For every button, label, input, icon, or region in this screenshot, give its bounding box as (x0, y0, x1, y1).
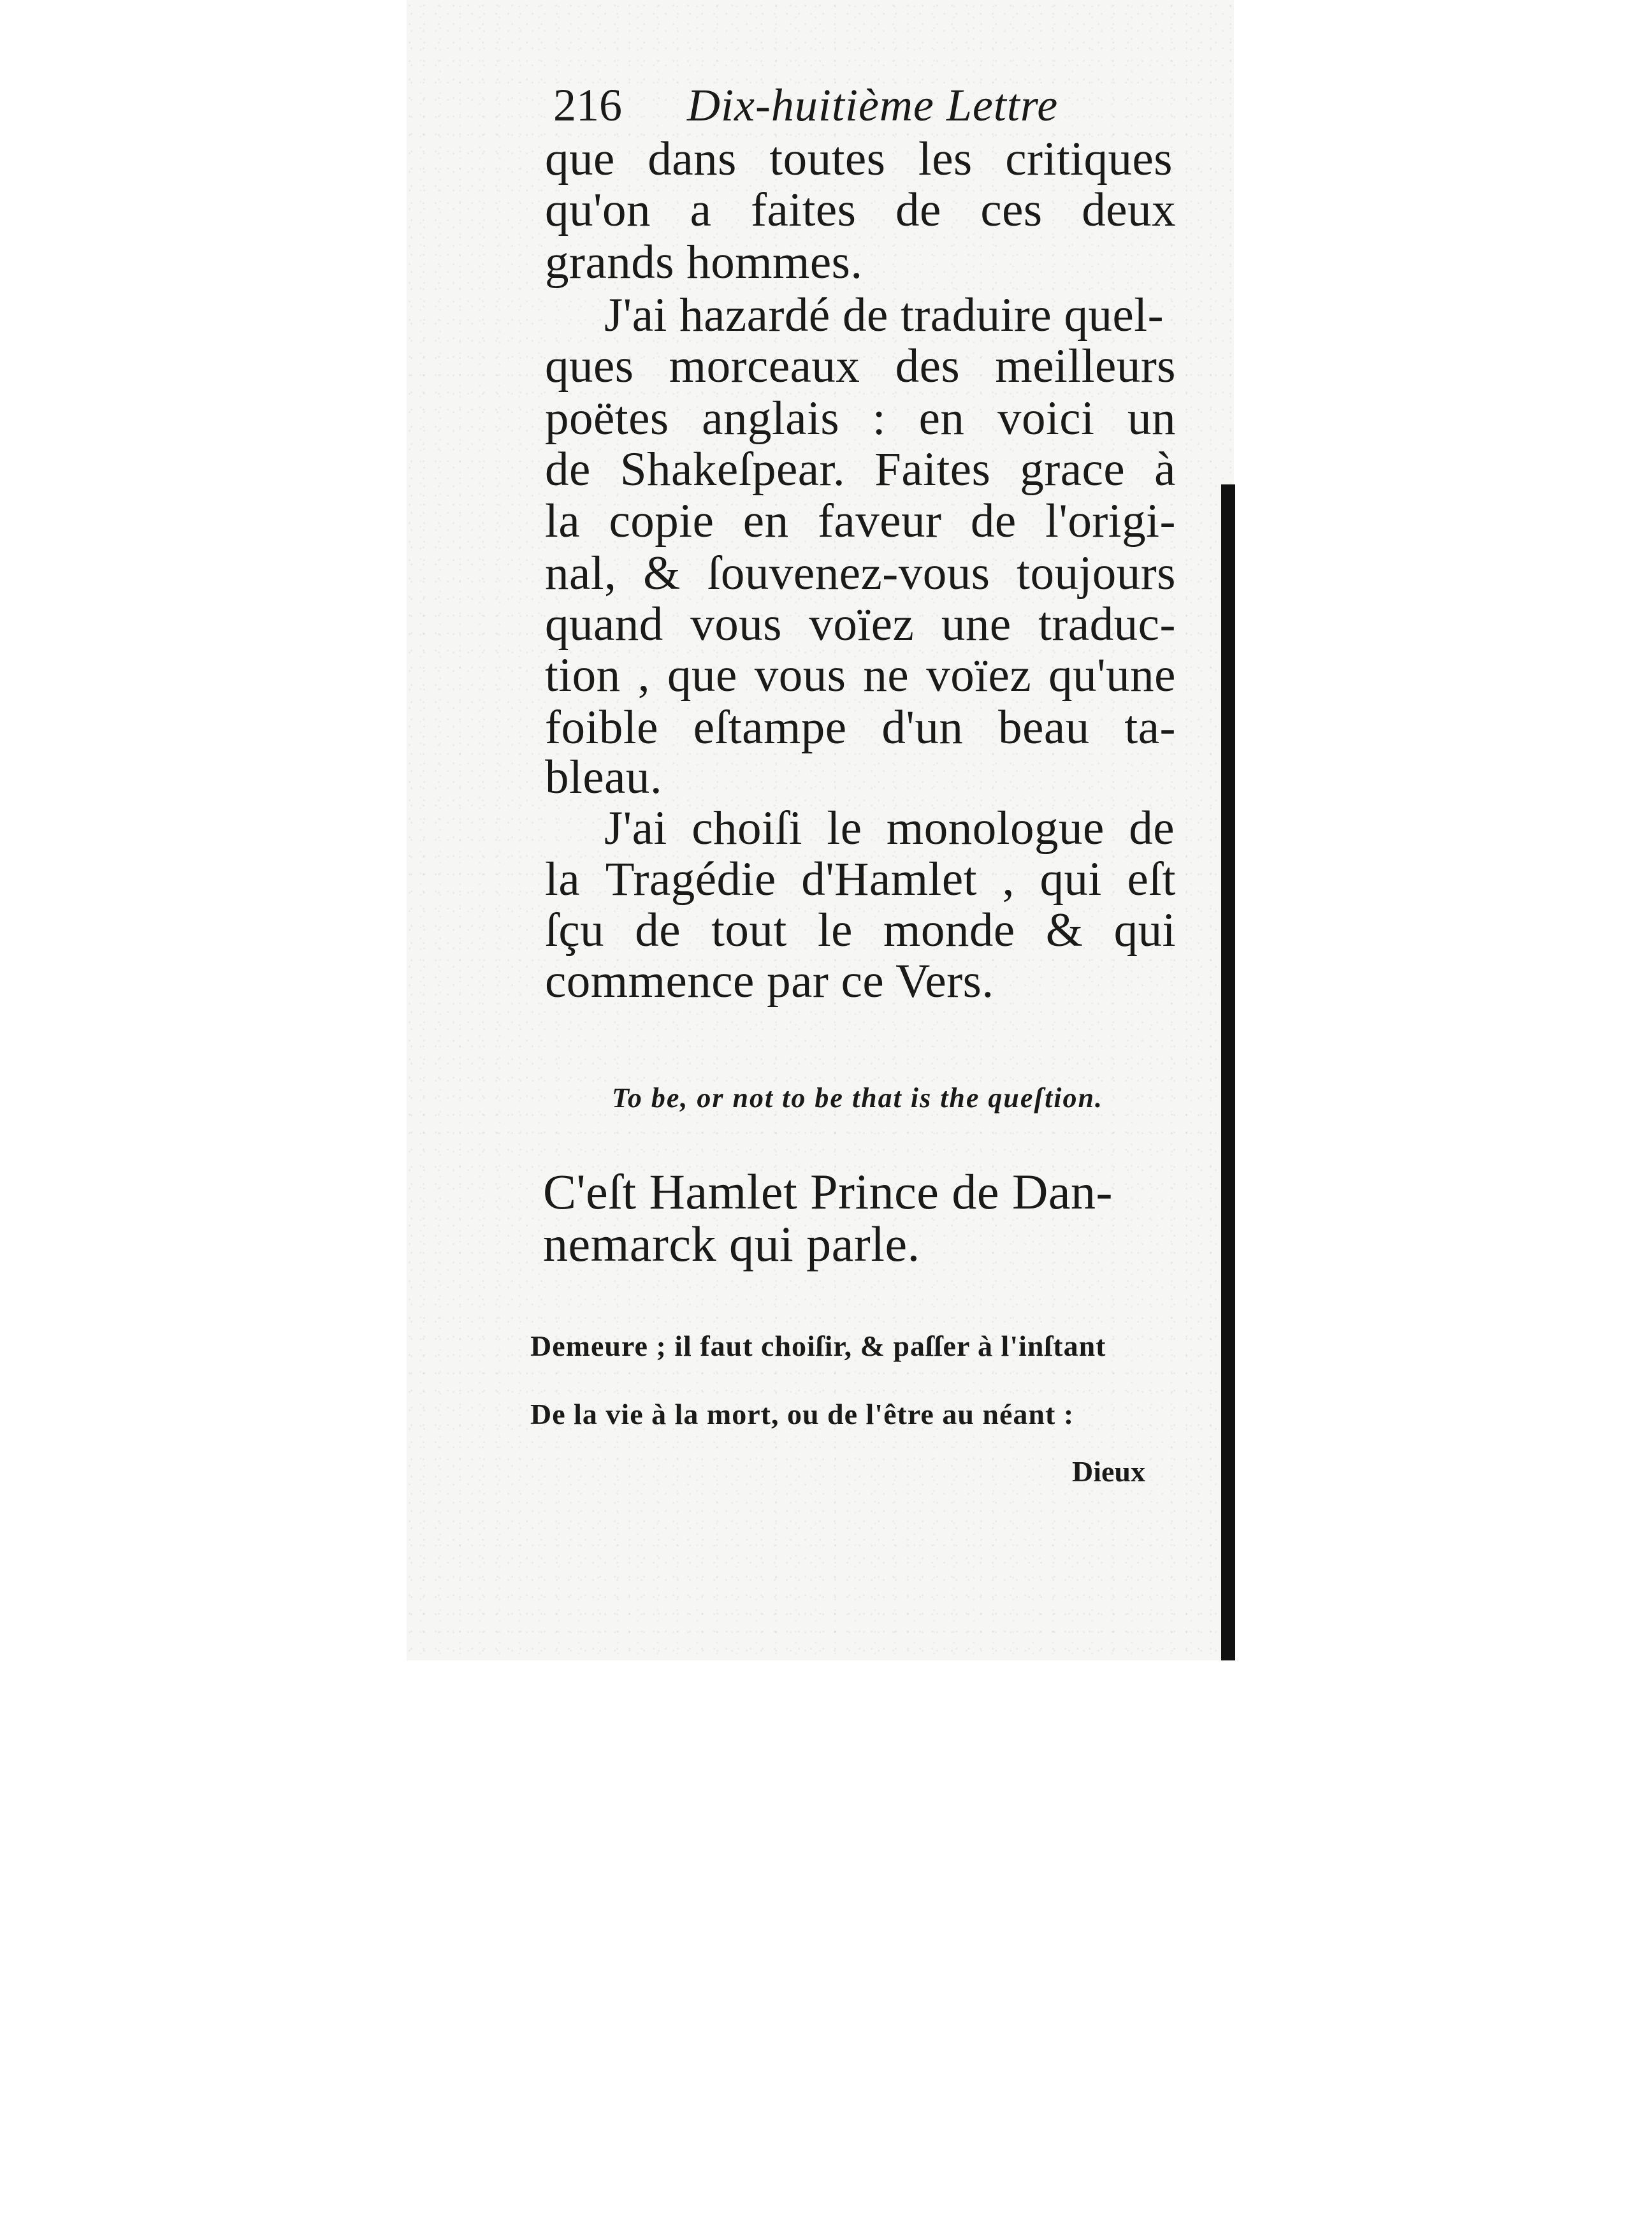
body-word: : (872, 392, 887, 445)
body-line (545, 854, 1176, 905)
body-word: & (643, 547, 681, 600)
body-word: voïez (809, 598, 915, 651)
body-word: eſt (1127, 853, 1176, 906)
body-word: Shakeſpear. (620, 443, 846, 496)
verse-line-2: De la vie à la mort, ou de l'être au néant : (530, 1398, 1075, 1430)
body-line (545, 956, 1042, 1007)
body-word: de (545, 443, 591, 496)
body-word: monologue (886, 802, 1105, 855)
body-word: ſçu (545, 904, 605, 957)
body-word: choiſi (692, 802, 802, 855)
body-word: de (635, 904, 681, 957)
epigraph-quote: To be, or not to be that is the queſtion. (612, 1082, 1104, 1114)
body-line (604, 803, 1175, 854)
body-word: de (970, 495, 1017, 548)
body-word: meilleurs (995, 340, 1176, 393)
page-edge-shadow (1221, 484, 1235, 1660)
body-word: voïez (926, 649, 1032, 702)
body-word: beau (998, 701, 1090, 754)
body-line (545, 599, 1176, 650)
body-line (604, 290, 1175, 341)
body-word: tion (545, 649, 621, 702)
body-word: critiques (1005, 133, 1173, 185)
body-word: tout (711, 904, 787, 957)
speaker-note-line-1: C'eſt Hamlet Prince de Dan- (543, 1164, 1113, 1219)
body-word: & (1045, 904, 1083, 957)
catchword: Dieux (1072, 1455, 1145, 1488)
body-word: , (637, 649, 650, 702)
body-word: eſtampe (693, 701, 847, 754)
body-word: J'ai hazardé de traduire quel- (604, 289, 1164, 342)
body-word: toujours (1017, 547, 1176, 600)
body-word: d'un (881, 701, 964, 754)
body-word: l'origi- (1045, 495, 1176, 548)
body-word: faveur (817, 495, 942, 548)
body-word: J'ai (604, 802, 667, 855)
body-line (545, 905, 1176, 956)
body-word: morceaux (669, 340, 860, 393)
body-word: commence par ce Vers. (545, 955, 994, 1008)
body-line (545, 134, 1173, 185)
body-word: le (817, 904, 853, 957)
body-word: Faites (874, 443, 991, 496)
body-word: nal, (545, 547, 617, 600)
body-word: monde (883, 904, 1015, 957)
body-word: voici (997, 392, 1095, 445)
body-word: grands hommes. (545, 236, 863, 289)
body-line (545, 650, 1176, 701)
body-word: , (1002, 853, 1015, 906)
body-word: ſouvenez-vous (707, 547, 990, 600)
body-line (545, 185, 1176, 236)
body-word: grace (1020, 443, 1126, 496)
body-word: ne (863, 649, 909, 702)
body-word: a (690, 184, 712, 236)
body-line (545, 751, 663, 804)
body-word: qui (1040, 853, 1102, 906)
body-word: à (1154, 443, 1176, 496)
body-word: foible (545, 701, 658, 754)
body-word: ques (545, 340, 634, 393)
body-word: vous (754, 649, 846, 702)
body-word: faites (750, 184, 857, 236)
body-word: vous (690, 598, 782, 651)
body-word: copie (609, 495, 714, 548)
body-word: une (941, 598, 1011, 651)
body-word: ces (980, 184, 1043, 236)
body-word: les (918, 133, 973, 185)
body-word: que (545, 133, 615, 185)
body-word: qu'une (1048, 649, 1176, 702)
page-number: 216 (553, 80, 622, 131)
body-line (545, 702, 1176, 753)
body-word: Tragédie (605, 853, 776, 906)
body-word: en (918, 392, 965, 445)
body-word: anglais (702, 392, 840, 445)
body-word: dans (648, 133, 737, 185)
body-line (545, 496, 1176, 547)
body-word: des (895, 340, 960, 393)
body-word: en (743, 495, 789, 548)
body-word: poëtes (545, 392, 669, 445)
body-word: quand (545, 598, 663, 651)
body-word: toutes (769, 133, 886, 185)
body-word: d'Hamlet (801, 853, 978, 906)
body-word: qui (1113, 904, 1176, 957)
body-word: de (895, 184, 941, 236)
body-word: que (667, 649, 737, 702)
verse-line-1: Demeure ; il faut choiſir, & paſſer à l'inſtant (530, 1330, 1106, 1362)
body-word: de (1129, 802, 1175, 855)
body-word: qu'on (545, 184, 651, 236)
running-head (553, 76, 1120, 134)
body-line (545, 236, 863, 289)
body-line (545, 548, 1176, 599)
body-word: un (1127, 392, 1176, 445)
body-line (545, 444, 1176, 495)
running-head-title: Dix-huitième Lettre (687, 80, 1059, 131)
body-word: ta- (1124, 701, 1176, 754)
body-line (545, 341, 1176, 392)
body-word: traduc- (1038, 598, 1176, 651)
body-word: bleau. (545, 751, 663, 804)
body-word: la (545, 853, 581, 906)
body-word: le (827, 802, 862, 855)
body-word: deux (1082, 184, 1176, 236)
body-word: la (545, 495, 581, 548)
body-line (545, 393, 1176, 444)
speaker-note-line-2: nemarck qui parle. (543, 1216, 920, 1272)
